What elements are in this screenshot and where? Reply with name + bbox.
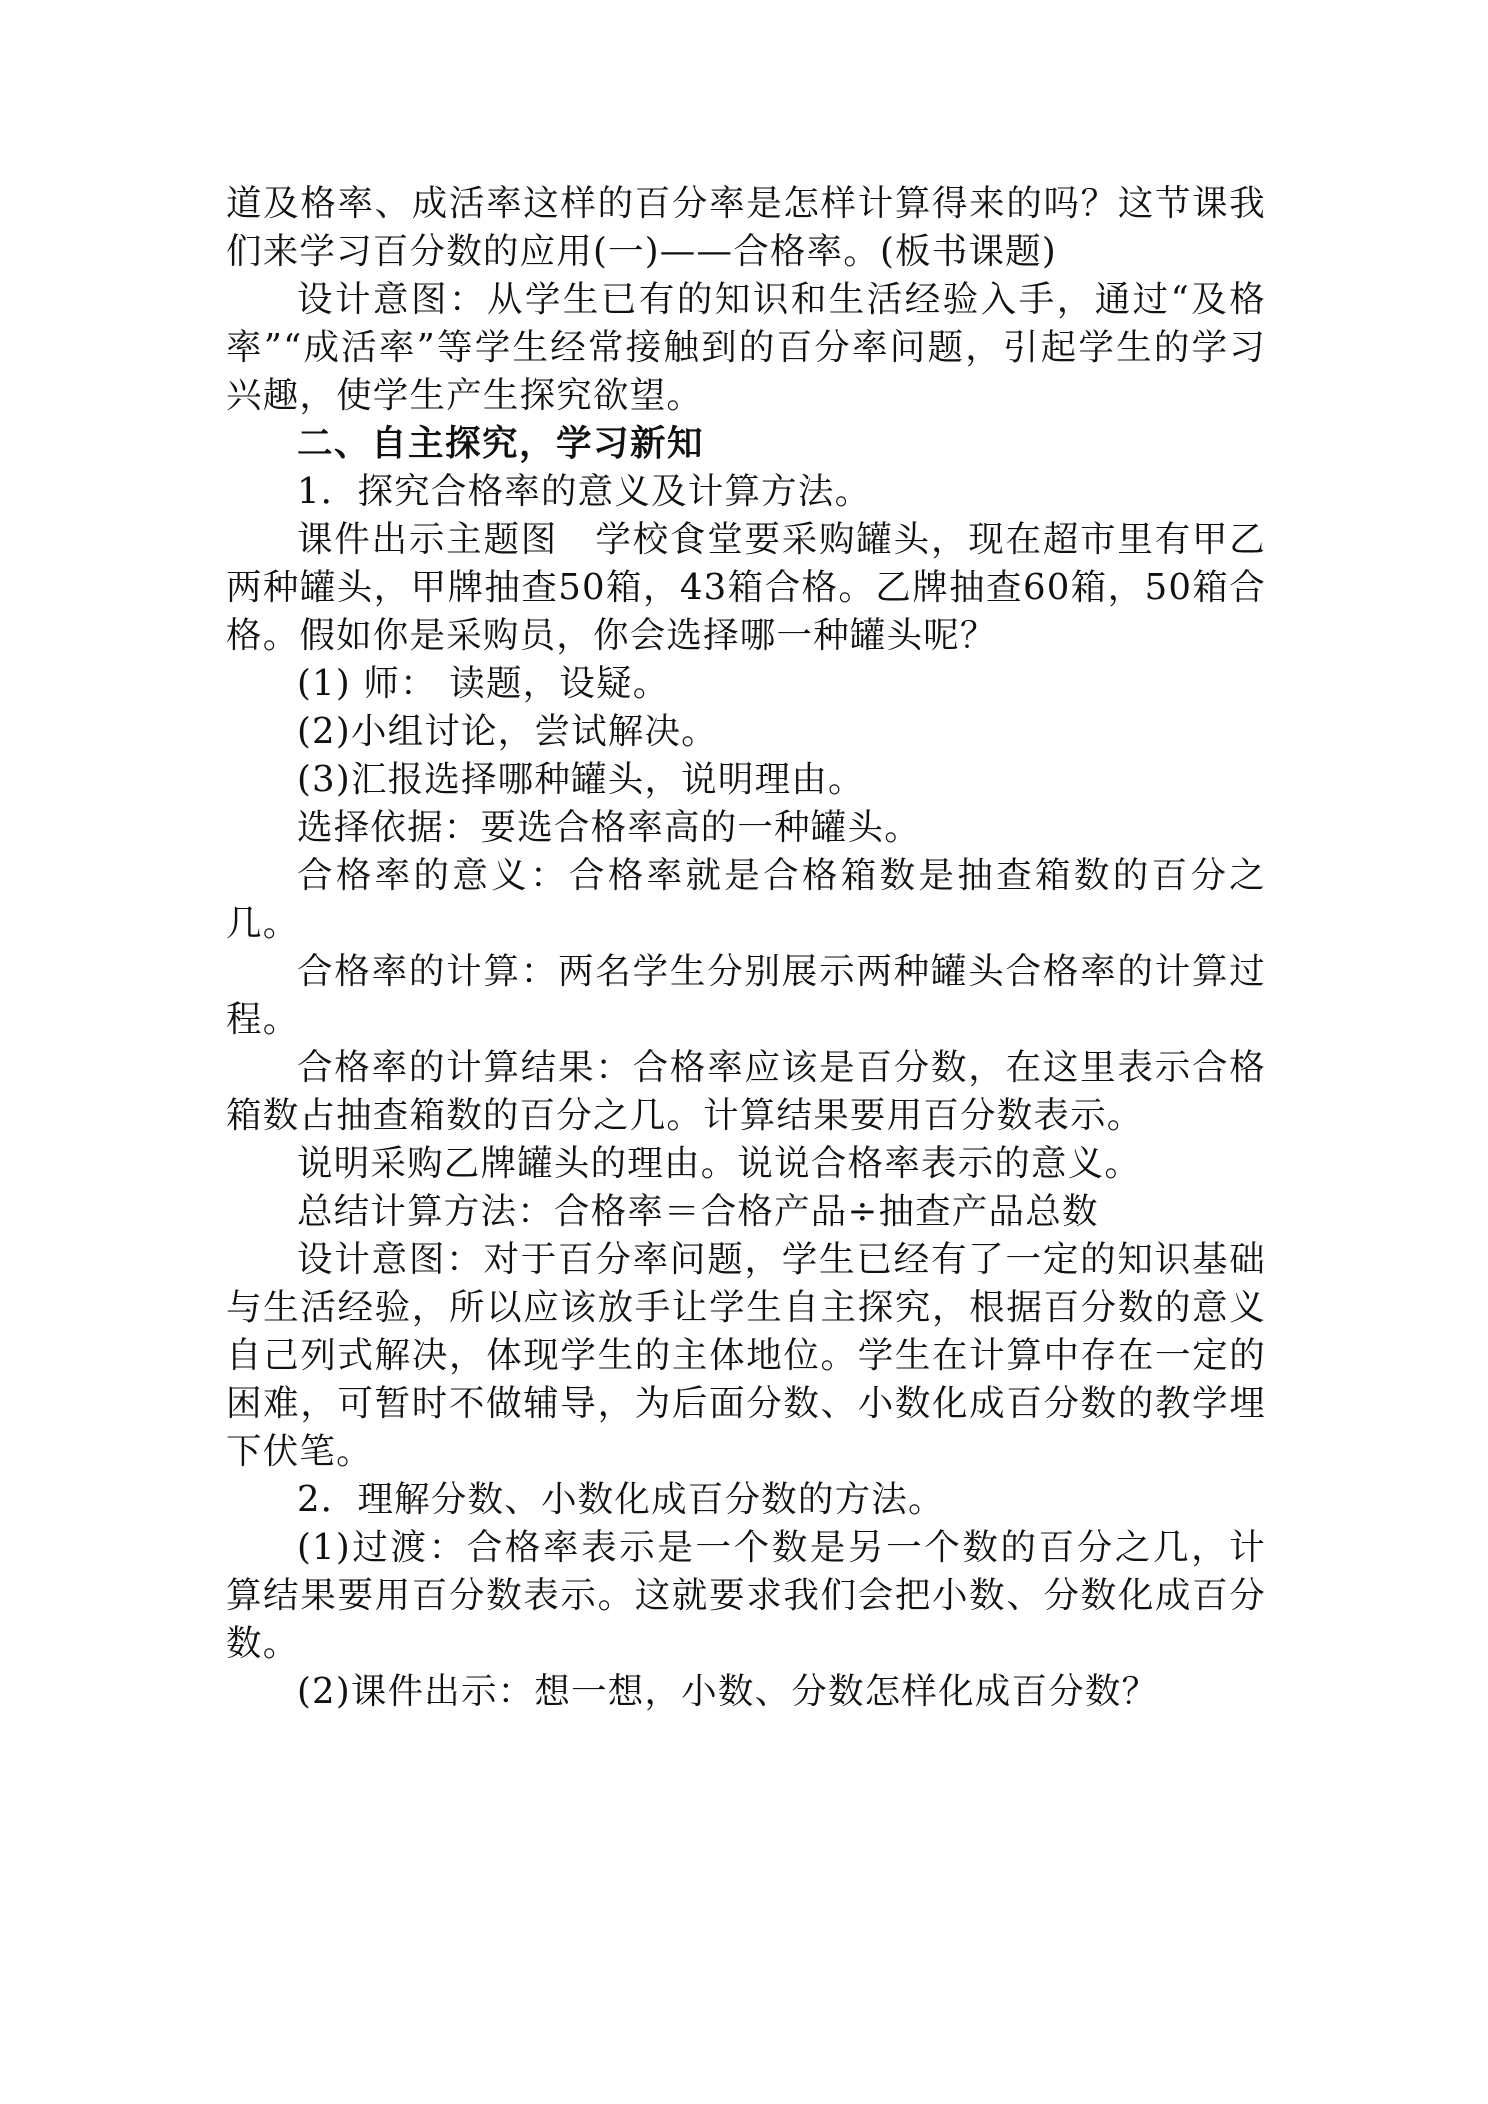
paragraph-reason: 说明采购乙牌罐头的理由。说说合格率表示的意义。 (297, 1143, 1142, 1184)
paragraph-pass-rate-result: 合格率的计算结果：合格率应该是百分数，在这里表示合格箱数占抽查箱数的百分之几。计算结果要用百分数表示。 (226, 1047, 1266, 1136)
section-heading: 二、自主探究，学习新知 (297, 423, 705, 464)
paragraph-design-intent-1: 设计意图：从学生已有的知识和生活经验入手，通过“及格率”“成活率”等学生经常接触到的百分率问题，引起学生的学习兴趣，使学生产生探究欲望。 (226, 279, 1266, 416)
paragraph-design-intent-2: 设计意图：对于百分率问题，学生已经有了一定的知识基础与生活经验，所以应该放手让学生自主探究，根据百分数的意义自己列式解决，体现学生的主体地位。学生在计算中存在一定的困难，可暂时不做辅导，为后面分数、小数化成百分数的教学埋下伏笔。 (226, 1239, 1266, 1472)
paragraph-selection-basis: 选择依据：要选合格率高的一种罐头。 (297, 807, 921, 848)
paragraph-pass-rate-calculation: 合格率的计算：两名学生分别展示两种罐头合格率的计算过程。 (226, 951, 1266, 1040)
paragraph-courseware: (2)课件出示：想一想，小数、分数怎样化成百分数？ (297, 1671, 1159, 1712)
document-page (226, 180, 1266, 1716)
paragraph-item-1: 1．探究合格率的意义及计算方法。 (297, 471, 872, 512)
paragraph-formula: 总结计算方法：合格率＝合格产品÷抽查产品总数 (297, 1191, 1099, 1232)
paragraph-theme-problem: 课件出示主题图 学校食堂要采购罐头，现在超市里有甲乙两种罐头，甲牌抽查50箱，43箱合格。乙牌抽查60箱，50箱合格。假如你是采购员，你会选择哪一种罐头呢？ (226, 519, 1266, 656)
paragraph-intro: 道及格率、成活率这样的百分率是怎样计算得来的吗？这节课我们来学习百分数的应用(一)——合格率。(板书课题) (226, 183, 1266, 272)
paragraph-pass-rate-meaning: 合格率的意义：合格率就是合格箱数是抽查箱数的百分之几。 (226, 855, 1266, 944)
paragraph-transition: (1)过渡：合格率表示是一个数是另一个数的百分之几，计算结果要用百分数表示。这就要求我们会把小数、分数化成百分数。 (226, 1527, 1266, 1664)
paragraph-step-3: (3)汇报选择哪种罐头，说明理由。 (297, 759, 865, 800)
paragraph-step-1: (1) 师： 读题，设疑。 (297, 663, 670, 704)
paragraph-step-2: (2)小组讨论，尝试解决。 (297, 711, 718, 752)
paragraph-item-2: 2．理解分数、小数化成百分数的方法。 (297, 1479, 945, 1520)
